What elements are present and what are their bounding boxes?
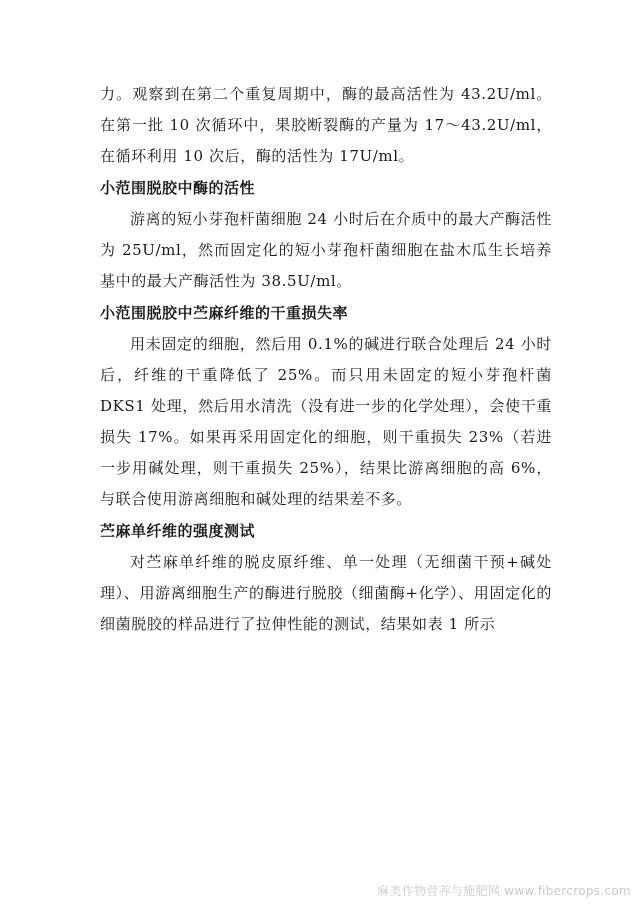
heading-strength-test: 苎麻单纤维的强度测试 xyxy=(100,522,256,540)
document-body xyxy=(100,79,552,640)
paragraph-enzyme-cycle: 力。观察到在第二个重复周期中，酶的最高活性为 43.2U/ml。在第一批 10 次循环中，果胶断裂酶的产量为 17～43.2U/ml，在循环利用 10 次后，酶的活性为 17U/ml。 xyxy=(100,85,552,165)
paragraph-dry-weight-loss: 用未固定的细胞，然后用 0.1%的碱进行联合处理后 24 小时后，纤维的干重降低了 25%。而只用未固定的短小芽孢杆菌 DKS1 处理，然后用水清洗（没有进一步的化学处理），会使干重损失 17%。如果再采用固定化的细胞，则干重损失 23%（若进一步用碱处理，则干重损失 25%），结果比游离细胞的高 6%，与联合使用游离细胞和碱处理的结果差不多。 xyxy=(100,335,552,508)
paragraph-strength-test: 对苎麻单纤维的脱皮原纤维、单一处理（无细菌干预+碱处理）、用游离细胞生产的酶进行脱胶（细菌酶+化学）、用固定化的细菌脱胶的样品进行了拉伸性能的测试，结果如表 1 所示 xyxy=(100,553,552,633)
heading-enzyme-activity: 小范围脱胶中酶的活性 xyxy=(100,179,256,197)
heading-dry-weight-loss: 小范围脱胶中苎麻纤维的干重损失率 xyxy=(100,304,349,322)
paragraph-enzyme-activity: 游离的短小芽孢杆菌细胞 24 小时后在介质中的最大产酶活性为 25U/ml，然而固定化的短小芽孢杆菌细胞在盐木瓜生长培养基中的最大产酶活性为 38.5U/ml。 xyxy=(100,210,552,290)
watermark: 麻类作物营养与施肥网 www.fibercrops.com xyxy=(377,884,631,898)
